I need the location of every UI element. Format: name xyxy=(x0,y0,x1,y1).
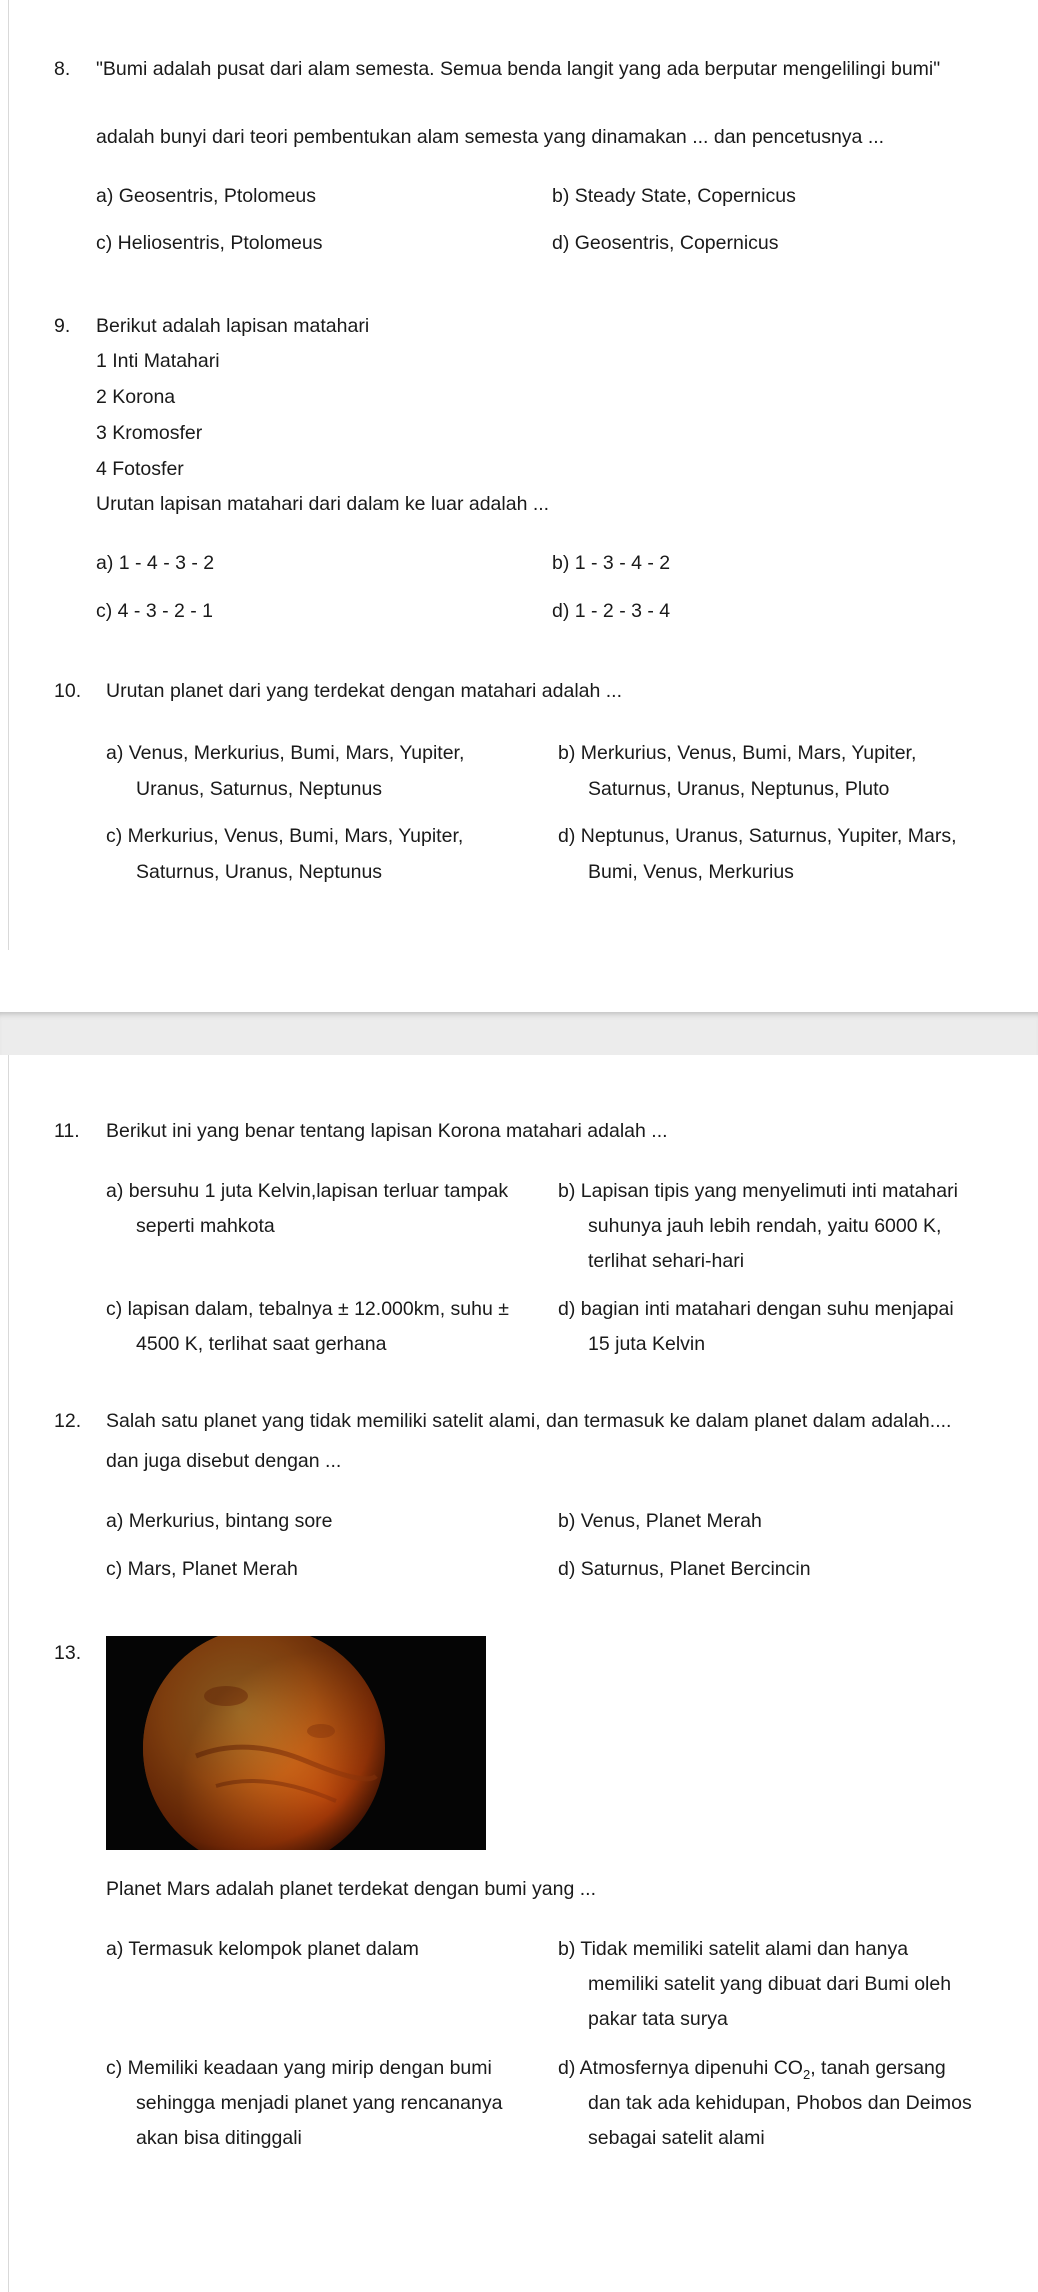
q13-option-b-cont: pakar tata surya xyxy=(588,2008,728,2030)
q10-number: 10. xyxy=(54,680,82,702)
q9-item: 2 Korona xyxy=(96,386,176,408)
q13-option-c-cont: akan bisa ditinggali xyxy=(136,2127,302,2149)
q13-option-d-text-post: , tanah gersang xyxy=(810,2057,946,2079)
q8-option-a[interactable]: a) Geosentris, Ptolomeus xyxy=(96,185,317,207)
q9-item: 3 Kromosfer xyxy=(96,422,203,444)
q9-item: 4 Fotosfer xyxy=(96,458,184,480)
page-edge xyxy=(8,1055,9,2292)
q8-option-c[interactable]: c) Heliosentris, Ptolomeus xyxy=(96,232,323,254)
page-1 xyxy=(0,0,1038,1012)
page-separator xyxy=(0,1012,1038,1055)
q11-option-a[interactable]: a) bersuhu 1 juta Kelvin,lapisan terluar tampak xyxy=(106,1180,509,1202)
q10-option-c-cont: Saturnus, Uranus, Neptunus xyxy=(136,861,383,883)
co2-subscript: 2 xyxy=(802,2066,811,2082)
q12-text-line1: Salah satu planet yang tidak memiliki satelit alami, dan termasuk ke dalam planet dalam adalah.... xyxy=(106,1410,952,1432)
q8-option-b[interactable]: b) Steady State, Copernicus xyxy=(552,185,796,207)
q11-option-b[interactable]: b) Lapisan tipis yang menyelimuti inti matahari xyxy=(558,1180,958,1202)
q11-option-d-cont: 15 juta Kelvin xyxy=(588,1333,706,1355)
q13-option-d[interactable] xyxy=(558,2056,946,2087)
q13-question: Planet Mars adalah planet terdekat dengan bumi yang ... xyxy=(106,1878,596,1900)
q9-option-c[interactable]: c) 4 - 3 - 2 - 1 xyxy=(96,600,214,622)
q12-number: 12. xyxy=(54,1410,82,1432)
q11-question: Berikut ini yang benar tentang lapisan Korona matahari adalah ... xyxy=(106,1120,668,1142)
q11-option-b-cont: terlihat sehari-hari xyxy=(588,1250,745,1272)
q11-number: 11. xyxy=(54,1120,80,1142)
q13-option-b[interactable]: b) Tidak memiliki satelit alami dan hanya xyxy=(558,1938,909,1960)
q13-option-b-cont: memiliki satelit yang dibuat dari Bumi oleh xyxy=(588,1973,952,1995)
q8-text-line2: adalah bunyi dari teori pembentukan alam semesta yang dinamakan ... dan pencetusnya ... xyxy=(96,126,885,148)
q9-option-b[interactable]: b) 1 - 3 - 4 - 2 xyxy=(552,552,671,574)
q13-option-c-cont: sehingga menjadi planet yang rencananya xyxy=(136,2092,503,2114)
q10-option-a[interactable]: a) Venus, Merkurius, Bumi, Mars, Yupiter, xyxy=(106,742,465,764)
q8-option-d[interactable]: d) Geosentris, Copernicus xyxy=(552,232,779,254)
q8-number: 8. xyxy=(54,58,71,80)
q11-option-a-cont: seperti mahkota xyxy=(136,1215,275,1237)
q10-option-a-cont: Uranus, Saturnus, Neptunus xyxy=(136,778,383,800)
q13-option-a[interactable]: a) Termasuk kelompok planet dalam xyxy=(106,1938,419,1960)
q13-option-d-text: d) Atmosfernya dipenuhi CO xyxy=(558,2057,803,2079)
q12-option-b[interactable]: b) Venus, Planet Merah xyxy=(558,1510,762,1532)
q11-option-b-cont: suhunya jauh lebih rendah, yaitu 6000 K, xyxy=(588,1215,942,1237)
q11-option-d[interactable]: d) bagian inti matahari dengan suhu menjapai xyxy=(558,1298,954,1320)
q9-item: 1 Inti Matahari xyxy=(96,350,220,372)
q12-option-a[interactable]: a) Merkurius, bintang sore xyxy=(106,1510,333,1532)
q9-intro: Berikut adalah lapisan matahari xyxy=(96,315,370,337)
q13-option-d-cont: dan tak ada kehidupan, Phobos dan Deimos xyxy=(588,2092,972,2114)
q12-option-c[interactable]: c) Mars, Planet Merah xyxy=(106,1558,298,1580)
page-edge xyxy=(8,0,9,950)
q12-option-d[interactable]: d) Saturnus, Planet Bercincin xyxy=(558,1558,811,1580)
mars-photo xyxy=(106,1636,486,1850)
q11-option-c[interactable]: c) lapisan dalam, tebalnya ± 12.000km, suhu ± xyxy=(106,1298,509,1320)
q11-option-c-cont: 4500 K, terlihat saat gerhana xyxy=(136,1333,387,1355)
q13-number: 13. xyxy=(54,1642,82,1664)
q8-text-line1: "Bumi adalah pusat dari alam semesta. Semua benda langit yang ada berputar mengelilingi bumi" xyxy=(96,58,941,80)
q9-option-a[interactable]: a) 1 - 4 - 3 - 2 xyxy=(96,552,215,574)
q10-option-b-cont: Saturnus, Uranus, Neptunus, Pluto xyxy=(588,778,890,800)
q13-option-d-cont: sebagai satelit alami xyxy=(588,2127,765,2149)
q13-option-c[interactable]: c) Memiliki keadaan yang mirip dengan bumi xyxy=(106,2057,492,2079)
mars-planet-image xyxy=(106,1636,486,1850)
q10-option-d[interactable]: d) Neptunus, Uranus, Saturnus, Yupiter, Mars, xyxy=(558,825,957,847)
q10-question: Urutan planet dari yang terdekat dengan matahari adalah ... xyxy=(106,680,623,702)
q10-option-b[interactable]: b) Merkurius, Venus, Bumi, Mars, Yupiter, xyxy=(558,742,917,764)
q9-option-d[interactable]: d) 1 - 2 - 3 - 4 xyxy=(552,600,671,622)
q9-number: 9. xyxy=(54,315,71,337)
q10-option-c[interactable]: c) Merkurius, Venus, Bumi, Mars, Yupiter, xyxy=(106,825,464,847)
q10-option-d-cont: Bumi, Venus, Merkurius xyxy=(588,861,794,883)
q9-question: Urutan lapisan matahari dari dalam ke luar adalah ... xyxy=(96,493,550,515)
q12-text-line2: dan juga disebut dengan ... xyxy=(106,1450,342,1472)
